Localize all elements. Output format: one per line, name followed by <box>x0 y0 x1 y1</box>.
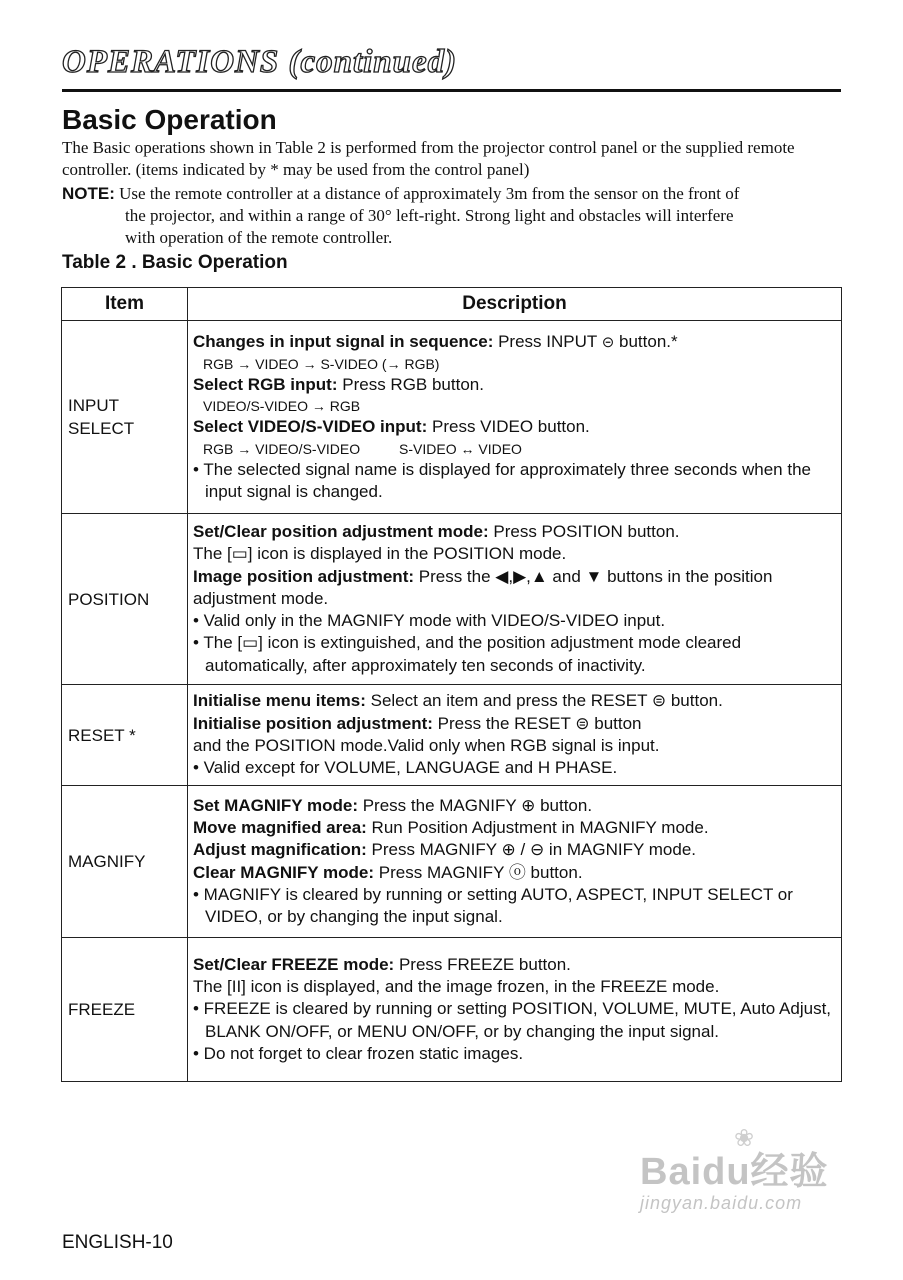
note-line-1: NOTE: Use the remote controller at a distance of approximately 3m from the sensor on the front of <box>62 184 740 203</box>
description-cell: Set/Clear position adjustment mode: Press POSITION button. The [▭] icon is displayed in the POSITION mode. Image position adjustment: Press the ◀,▶,▲ and ▼ buttons in the position adjustment mode. • Valid only in the MAGNIFY mode with VIDEO/S-VIDEO input. • The [▭] icon is extinguished, and the position adjustment mode cleared automatically, after approximately ten seconds of inactivity. <box>188 514 842 685</box>
item-cell: INPUT SELECT <box>62 321 188 514</box>
table-row <box>62 685 842 786</box>
note-line-3: with operation of the remote controller. <box>125 228 393 247</box>
item-cell: POSITION <box>62 514 188 685</box>
baidu-watermark: ❀ Baidu经验 jingyan.baidu.com <box>640 1125 829 1213</box>
section-header: OPERATIONS (continued) <box>62 44 458 80</box>
table-header-row <box>62 288 842 321</box>
paw-icon: ❀ <box>734 1125 755 1152</box>
intro-paragraph: The Basic operations shown in Table 2 is performed from the projector control panel or the supplied remote controller. (items indicated by * may be used from the control panel) <box>62 138 795 179</box>
description-cell: Initialise menu items: Select an item and press the RESET ⊜ button. Initialise position adjustment: Press the RESET ⊜ button and the POSITION mode.Valid only when RGB signal is input. • Valid except for VOLUME, LANGUAGE and H PHASE. <box>188 685 842 786</box>
note-line-2: the projector, and within a range of 30° left-right. Strong light and obstacles will interfere <box>125 206 734 225</box>
input-button-icon: ⊝ <box>601 333 615 351</box>
description-cell: Set MAGNIFY mode: Press the MAGNIFY ⊕ button. Move magnified area: Run Position Adjustment in MAGNIFY mode. Adjust magnification: Press MAGNIFY ⊕ / ⊖ in MAGNIFY mode. Clear MAGNIFY mode: Press MAGNIFY ⓞ button. • MAGNIFY is cleared by running or setting AUTO, ASPECT, INPUT SELECT or VIDEO, or by changing the input signal. <box>188 786 842 938</box>
table-row <box>62 938 842 1082</box>
table-row <box>62 321 842 514</box>
table-row <box>62 786 842 938</box>
header-rule <box>62 89 841 92</box>
item-cell: FREEZE <box>62 938 188 1082</box>
page-footer: ENGLISH-10 <box>62 1232 173 1253</box>
item-cell: RESET * <box>62 685 188 786</box>
item-cell: MAGNIFY <box>62 786 188 938</box>
column-header-item: Item <box>62 288 188 321</box>
page-title: Basic Operation <box>62 104 277 135</box>
table-row <box>62 514 842 685</box>
table-caption: Table 2 . Basic Operation <box>62 252 288 273</box>
basic-operation-table <box>61 287 842 1082</box>
description-cell: Set/Clear FREEZE mode: Press FREEZE button. The [II] icon is displayed, and the image frozen, in the FREEZE mode. • FREEZE is cleared by running or setting POSITION, VOLUME, MUTE, Auto Adjust, BLANK ON/OFF, or MENU ON/OFF, or by changing the input signal. • Do not forget to clear frozen static images. <box>188 938 842 1082</box>
note-label: NOTE: <box>62 184 115 203</box>
note-block <box>62 183 852 249</box>
column-header-description: Description <box>188 288 842 321</box>
description-cell: Changes in input signal in sequence: Press INPUT ⊝ button.* RGB → VIDEO → S-VIDEO (→ RGB) Select RGB input: Press RGB button. VIDEO/S-VIDEO → RGB Select VIDEO/S-VIDEO input: Press VIDEO button. RGB → VIDEO/S-VIDEO S-VIDEO ↔ VIDEO • The selected signal name is displayed for approximately three seconds when the input signal is changed. <box>188 321 842 514</box>
